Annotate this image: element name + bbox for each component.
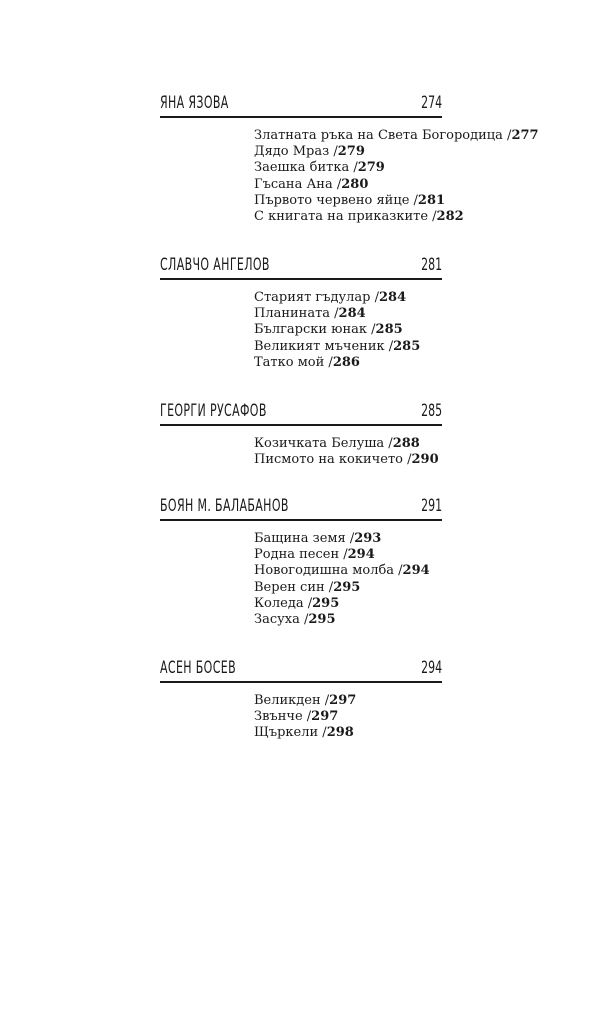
- author-name: АСЕН БОСЕВ: [160, 658, 236, 678]
- work-page: 293: [354, 531, 382, 546]
- work-title: Звънче /: [254, 709, 312, 725]
- list-item: [254, 612, 442, 628]
- work-title: Бащина земя /: [254, 531, 355, 546]
- work-title: Първото червено яйце /: [254, 192, 418, 208]
- work-page: 294: [402, 563, 430, 579]
- work-title: Родна песен /: [254, 547, 348, 563]
- work-title: Заешка битка /: [254, 160, 358, 176]
- list-item: [254, 580, 442, 596]
- section-header: [160, 398, 442, 426]
- section-page-number: 285: [420, 401, 442, 421]
- list-item: [254, 547, 442, 563]
- work-page: 285: [393, 338, 421, 354]
- section-header: [160, 252, 442, 280]
- work-page: 282: [436, 209, 464, 225]
- list-item: [254, 596, 442, 612]
- work-page: 290: [411, 452, 439, 468]
- list-item: [254, 339, 442, 355]
- section-page-number: 281: [420, 255, 442, 275]
- work-title: Писмото на кокичето /: [254, 452, 412, 468]
- work-title: Новогодишна молба /: [254, 563, 403, 579]
- section-page-number: 294: [420, 658, 442, 678]
- work-page: 279: [357, 160, 385, 176]
- work-page: 277: [511, 128, 539, 143]
- list-item: [254, 725, 442, 741]
- work-page: 295: [308, 612, 336, 628]
- work-page: 279: [337, 144, 365, 160]
- section-header: [160, 90, 442, 118]
- list-item: [254, 290, 442, 306]
- list-item: [254, 563, 442, 579]
- list-item: [254, 693, 442, 709]
- list-item: [254, 128, 539, 144]
- toc-section-yana-yazova: [160, 90, 539, 225]
- section-page-number: 291: [420, 496, 442, 516]
- list-item: [254, 144, 442, 160]
- work-title: Гъсана Ана /: [254, 176, 342, 192]
- works-list: [254, 436, 442, 468]
- work-title: С книгата на приказките /: [254, 209, 437, 225]
- work-title: Засуха /: [254, 612, 309, 628]
- work-page: 284: [338, 306, 366, 322]
- list-item: [254, 436, 442, 452]
- section-header: [160, 493, 442, 521]
- author-name: БОЯН М. БАЛАБАНОВ: [160, 496, 289, 516]
- author-name: ЯНА ЯЗОВА: [160, 93, 229, 113]
- work-title: Великден /: [254, 693, 330, 708]
- work-page: 295: [312, 595, 340, 611]
- work-page: 288: [392, 436, 420, 451]
- toc-section-boyan-balabanov: [160, 493, 442, 628]
- work-page: 284: [378, 290, 407, 305]
- list-item: [254, 160, 442, 176]
- toc-section-georgi-rusafov: [160, 398, 442, 468]
- author-name: ГЕОРГИ РУСАФОВ: [160, 401, 267, 421]
- work-title: Планината /: [254, 306, 339, 322]
- section-header: [160, 655, 442, 683]
- work-title: Козичката Белуша /: [254, 436, 393, 451]
- work-page: 294: [347, 547, 375, 563]
- work-page: 280: [341, 176, 369, 192]
- list-item: [254, 322, 442, 338]
- author-name: СЛАВЧО АНГЕЛОВ: [160, 255, 270, 275]
- list-item: [254, 192, 446, 209]
- toc-section-slavcho-angelov: [160, 252, 442, 371]
- work-title: Старият гъдулар /: [254, 290, 379, 305]
- work-title: Дядо Мраз /: [254, 144, 338, 160]
- toc-section-asen-bosev: [160, 655, 442, 742]
- work-page: 298: [326, 725, 354, 741]
- work-title: Коледа /: [254, 595, 313, 611]
- works-list: [254, 693, 442, 742]
- works-list: [254, 128, 539, 225]
- work-title: Верен син /: [254, 579, 334, 595]
- works-list: [254, 290, 442, 371]
- work-page: 295: [333, 579, 361, 595]
- list-item: [254, 452, 442, 468]
- work-title: Великият мъченик /: [254, 338, 394, 354]
- list-item: [254, 209, 464, 225]
- work-page: 297: [329, 693, 357, 708]
- work-page: 297: [311, 709, 339, 725]
- work-page: 281: [417, 192, 446, 208]
- section-page-number: 274: [420, 93, 442, 113]
- work-title: Татко мой /: [254, 354, 333, 370]
- work-title: Български юнак /: [254, 322, 376, 338]
- list-item: [254, 177, 442, 193]
- work-page: 286: [332, 354, 360, 370]
- works-list: [254, 531, 442, 628]
- work-title: Златната ръка на Света Богородица /: [254, 128, 512, 143]
- work-title: Щъркели /: [254, 725, 327, 741]
- list-item: [254, 306, 442, 322]
- list-item: [254, 531, 442, 547]
- list-item: [254, 709, 442, 725]
- list-item: [254, 355, 442, 371]
- work-page: 285: [375, 322, 403, 338]
